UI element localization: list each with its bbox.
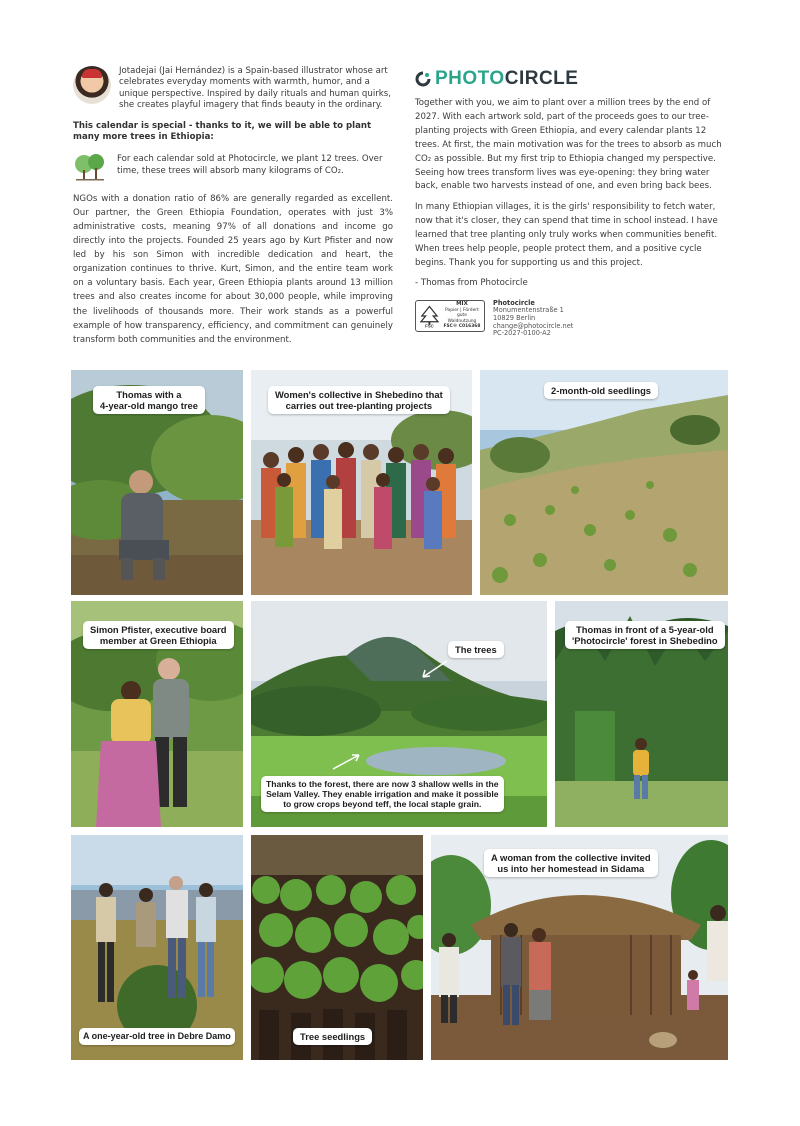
caption-simon: Simon Pfister, executive board member at Green Ethiopia <box>83 621 234 649</box>
photo-mango-tree <box>71 370 243 595</box>
photo-tree-seedlings <box>251 835 423 1060</box>
fsc-line-2: gute Waldnutzung <box>447 313 477 324</box>
photo-womens-collective <box>251 370 472 595</box>
special-heading: This calendar is special - thanks to it, we will be able to plant many more trees in Ethiopia: <box>73 121 372 143</box>
address-city: 10829 Berlin <box>493 314 536 323</box>
fsc-tree-icon <box>419 304 440 328</box>
caption-homestead: A woman from the collective invited us into her homestead in Sidama <box>484 849 658 877</box>
trees-icon <box>73 153 107 181</box>
photocircle-logo <box>415 68 728 90</box>
right-column <box>415 66 728 338</box>
logo-text-circle: CIRCLE <box>504 68 579 89</box>
artist-section <box>73 66 393 111</box>
address-ref: PC-2027-0100-A2 <box>493 329 551 338</box>
caption-seedlings-2m: 2-month-old seedlings <box>544 382 658 399</box>
left-column <box>73 66 393 347</box>
trees-note: For each calendar sold at Photocircle, we plant 12 trees. Over time, these trees will absorb many kilograms of CO₂. <box>117 153 383 177</box>
trees-note-row <box>73 153 393 181</box>
arrow-to-trees-icon <box>419 659 449 681</box>
fsc-line-1: Papier | Fördert <box>445 307 479 313</box>
address-street: Monumentenstraße 1 <box>493 306 564 315</box>
photo-two-month-seedlings <box>480 370 728 595</box>
photo-simon-pfister <box>71 601 243 827</box>
address-block <box>493 300 573 338</box>
address-email[interactable]: change@photocircle.net <box>493 321 574 330</box>
caption-tree-seedlings: Tree seedlings <box>293 1028 372 1045</box>
ngo-paragraph: NGOs with a donation ratio of 86% are generally regarded as excellent. Our partner, the Green Ethiopia Foundation, operates with just 3% administrative costs, meaning 97% of all donations and income go directly into the projects. Founded 25 years ago by Kurt Pfister and now led by his son Simon with incredible dedication and heart, the organization continues to thrive. Kurt, Simon, and the entire team work on a voluntary basis. Each year, Green Ethiopia plants around 13 million trees and also creates income for about 30,000 people, while improving the livelihoods of thousands more. Their work stands as a powerful example of how transparency, efficiency, and commitment can genuinely transform both communities and the environment. <box>73 193 393 345</box>
caption-the-trees: The trees <box>448 641 504 658</box>
photo-selam-valley <box>251 601 547 827</box>
fsc-label <box>415 300 485 332</box>
photo-sidama-homestead <box>431 835 728 1060</box>
arrow-to-well-icon <box>331 751 363 771</box>
fsc-row <box>415 300 728 338</box>
photocircle-logo-icon <box>415 71 431 87</box>
caption-collective: Women's collective in Shebedino that carries out tree-planting projects <box>268 386 450 414</box>
right-paragraph-1: Together with you, we aim to plant over a million trees by the end of 2027. With each artwork sold, part of the proceeds goes to our tree-planting projects with Green Ethiopia, and every calendar plants 12 trees. At first, the main motivation was for the trees to absorb as much CO₂ as possible. But my first trip to Ethiopia changed my perspective. Seeing how trees transform lives was eye-opening: they bring water back, enable two harvests instead of one, and even bring back bees. <box>415 98 722 192</box>
fsc-brand: FSC <box>425 323 434 328</box>
signature: - Thomas from Photocircle <box>415 277 528 288</box>
right-paragraph-2: In many Ethiopian villages, it is the girls' responsibility to fetch water, now that it's closer, they can spend that time in school instead. I have learned that tree planting only truly works when communities benefit. When trees help people, people protect them, and a positive cycle begins. Thank you for supporting us and this project. <box>415 202 718 268</box>
photo-one-year-tree <box>71 835 243 1060</box>
caption-wells: Thanks to the forest, there are now 3 shallow wells in the Selam Valley. They enable irrigation and make it possible to grow crops beyond teff, the local staple grain. <box>261 776 504 812</box>
photo-photocircle-forest <box>555 601 728 827</box>
artist-bio: Jotadejai (Jai Hernández) is a Spain-based illustrator whose art celebrates everyday moments with warmth, humor, and a unique perspective. Inspired by daily rituals and human quirks, she creates playful imagery that finds beauty in the ordinary. <box>119 66 391 110</box>
fsc-mix: MIX <box>456 301 468 308</box>
caption-one-year-tree: A one-year-old tree in Debre Damo <box>79 1028 235 1045</box>
caption-forest: Thomas in front of a 5-year-old 'Photocircle' forest in Shebedino <box>565 621 725 649</box>
artist-avatar <box>73 66 111 104</box>
caption-mango: Thomas with a 4-year-old mango tree <box>93 386 205 414</box>
logo-text-photo: PHOTO <box>435 68 505 89</box>
fsc-code: FSC® C016368 <box>443 323 481 329</box>
address-title: Photocircle <box>493 298 535 307</box>
